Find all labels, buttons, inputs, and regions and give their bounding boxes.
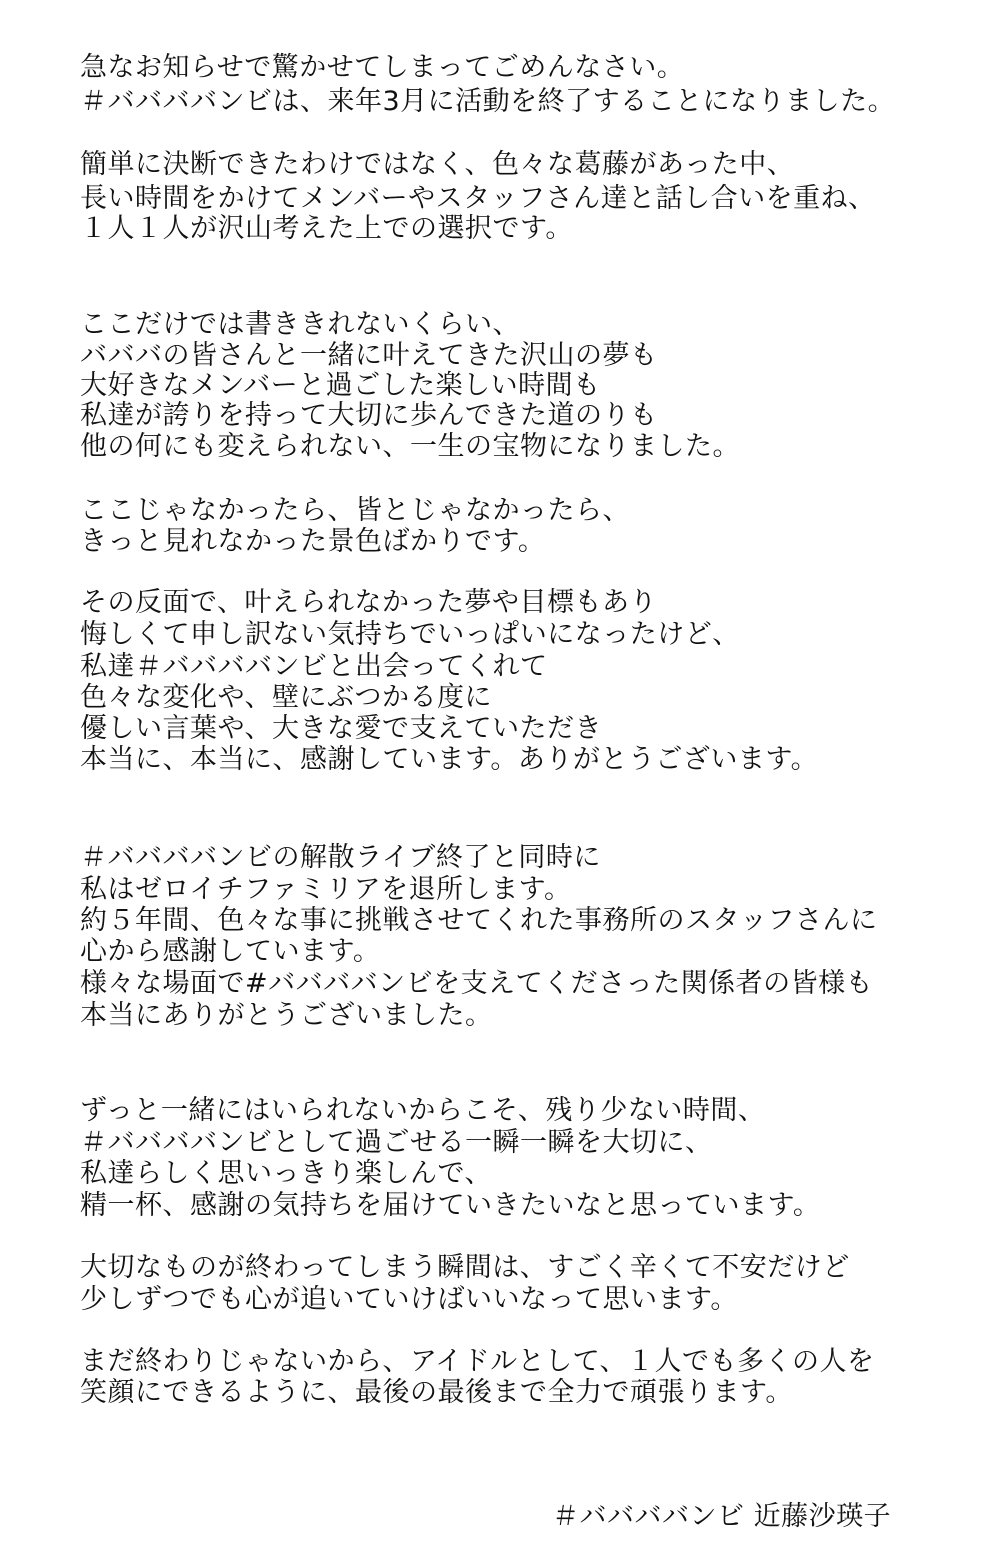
letter-line: 色々な変化や、壁にぶつかる度に [80, 682, 492, 713]
letter-line: 本当に、本当に、感謝しています。ありがとうございます。 [80, 744, 819, 775]
letter-line: 笑顔にできるように、最後の最後まで全力で頑張ります。 [80, 1377, 793, 1408]
letter-line: 急なお知らせで驚かせてしまってごめんなさい。 [80, 52, 685, 83]
letter-line: 私達らしく思いっきり楽しんで、 [80, 1158, 492, 1189]
letter-line: 約５年間、色々な事に挑戦させてくれた事務所のスタッフさんに [80, 905, 878, 936]
letter-line: まだ終わりじゃないから、アイドルとして、１人でも多くの人を [80, 1346, 875, 1377]
letter-line: ずっと一緒にはいられないからこそ、残り少ない時間、 [80, 1095, 766, 1126]
letter-line: ＃ババババンビは、来年3月に活動を終了することになりました。 [80, 86, 896, 117]
letter-line: その反面で、叶えられなかった夢や目標もあり [80, 587, 657, 618]
letter-line: 優しい言葉や、大きな愛で支えていただき [80, 713, 602, 744]
letter-line: 他の何にも変えられない、一生の宝物になりました。 [80, 431, 740, 462]
letter-line: 様々な場面で#ババババンビを支えてくださった関係者の皆様も [80, 968, 874, 999]
letter-line: バババの皆さんと一緒に叶えてきた沢山の夢も [80, 340, 658, 371]
letter-line: 長い時間をかけてメンバーやスタッフさん達と話し合いを重ね、 [80, 183, 876, 214]
letter-line: 大切なものが終わってしまう瞬間は、すごく辛くて不安だけど [80, 1252, 850, 1283]
letter-line: 悔しくて申し訳ない気持ちでいっぱいになったけど、 [80, 619, 740, 650]
letter-line: 少しずつでも心が追いていけばいいなって思います。 [80, 1284, 738, 1315]
letter-line: 大好きなメンバーと過ごした楽しい時間も [80, 370, 601, 401]
letter-line: 私達＃ババババンビと出会ってくれて [80, 651, 548, 682]
letter-line: 私達が誇りを持って大切に歩んできた道のりも [80, 400, 658, 431]
letter-line: 心から感謝しています。 [80, 936, 381, 967]
signature: ＃ババババンビ 近藤沙瑛子 [552, 1501, 892, 1532]
letter-line: 本当にありがとうございました。 [80, 1000, 493, 1031]
letter-line: きっと見れなかった景色ばかりです。 [80, 526, 546, 557]
letter-line: ここじゃなかったら、皆とじゃなかったら、 [80, 495, 630, 526]
letter-line: 精一杯、感謝の気持ちを届けていきたいなと思っています。 [80, 1190, 821, 1221]
letter-line: ＃ババババンビの解散ライブ終了と同時に [80, 842, 601, 873]
letter-line: 簡単に決断できたわけではなく、色々な葛藤があった中、 [80, 149, 795, 180]
letter-line: １人１人が沢山考えた上での選択です。 [80, 213, 573, 244]
letter-line: ここだけでは書ききれないくらい、 [80, 309, 520, 340]
letter-line: 私はゼロイチファミリアを退所します。 [80, 874, 572, 905]
letter-line: ＃ババババンビとして過ごせる一瞬一瞬を大切に、 [80, 1127, 713, 1158]
